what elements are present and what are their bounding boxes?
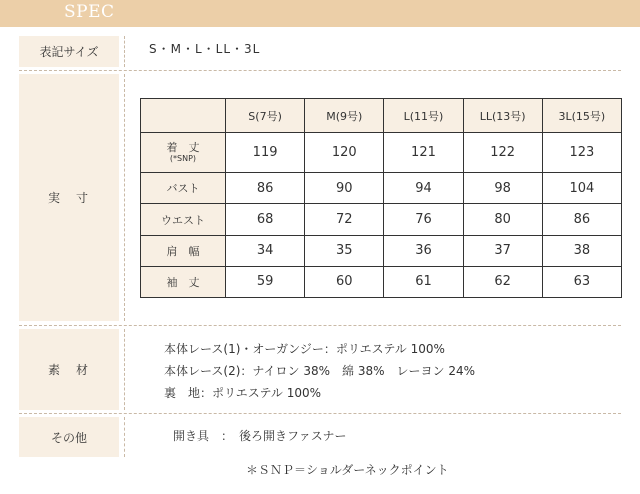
size-value: S・M・L・LL・3L xyxy=(149,42,261,56)
table-cell: 98 xyxy=(463,173,542,204)
table-row xyxy=(141,133,622,173)
divider xyxy=(19,325,621,326)
table-cell: 76 xyxy=(384,204,463,235)
table-header-row xyxy=(141,99,622,133)
table-cell: 90 xyxy=(305,173,384,204)
table-row xyxy=(141,266,622,297)
table-row xyxy=(141,235,622,266)
measurements-label: 実 寸 xyxy=(19,74,119,321)
column-header: M(9号) xyxy=(305,99,384,133)
table-cell: 86 xyxy=(226,173,305,204)
table-cell: 123 xyxy=(542,133,621,173)
row-header: バスト xyxy=(141,173,226,204)
table-cell: 68 xyxy=(226,204,305,235)
material-label: 素 材 xyxy=(19,329,119,410)
table-cell: 35 xyxy=(305,235,384,266)
divider xyxy=(19,413,621,414)
column-header: L(11号) xyxy=(384,99,463,133)
table-cell: 63 xyxy=(542,266,621,297)
table-row xyxy=(141,173,622,204)
table-cell: 94 xyxy=(384,173,463,204)
table-cell: 37 xyxy=(463,235,542,266)
column-divider xyxy=(124,329,125,410)
other-label: その他 xyxy=(19,417,119,457)
table-cell: 62 xyxy=(463,266,542,297)
table-cell: 61 xyxy=(384,266,463,297)
row-header-label: 着 丈 xyxy=(166,141,200,155)
snp-note: ＊ＳＮＰ＝ショルダーネックポイント xyxy=(246,463,449,477)
row-header xyxy=(141,133,226,173)
measurements-table xyxy=(140,98,622,298)
table-cell: 86 xyxy=(542,204,621,235)
column-divider xyxy=(124,36,125,67)
row-header: 肩 幅 xyxy=(141,235,226,266)
column-header: 3L(15号) xyxy=(542,99,621,133)
row-header-note: (*SNP) xyxy=(169,154,197,164)
table-cell: 80 xyxy=(463,204,542,235)
table-cell: 120 xyxy=(305,133,384,173)
spec-header xyxy=(0,0,640,27)
column-header: S(7号) xyxy=(226,99,305,133)
column-header: LL(13号) xyxy=(463,99,542,133)
closure-text: 開き具 ： 後ろ開きファスナー xyxy=(173,429,347,443)
spec-title: SPEC xyxy=(64,2,115,22)
material-line: 裏 地：ポリエステル 100% xyxy=(164,386,322,400)
table-cell: 122 xyxy=(463,133,542,173)
size-label: 表記サイズ xyxy=(19,36,119,67)
table-row xyxy=(141,204,622,235)
material-line: 本体レース(2)：ナイロン 38% 綿 38% レーヨン 24% xyxy=(164,364,476,378)
table-corner-cell xyxy=(141,99,226,133)
table-cell: 34 xyxy=(226,235,305,266)
table-cell: 72 xyxy=(305,204,384,235)
row-header: ウエスト xyxy=(141,204,226,235)
table-cell: 119 xyxy=(226,133,305,173)
material-line: 本体レース(1)・オーガンジー：ポリエステル 100% xyxy=(164,342,445,356)
table-cell: 38 xyxy=(542,235,621,266)
row-header: 袖 丈 xyxy=(141,266,226,297)
table-cell: 60 xyxy=(305,266,384,297)
table-cell: 36 xyxy=(384,235,463,266)
column-divider xyxy=(124,417,125,457)
table-cell: 59 xyxy=(226,266,305,297)
table-cell: 121 xyxy=(384,133,463,173)
table-cell: 104 xyxy=(542,173,621,204)
divider xyxy=(19,70,621,71)
column-divider xyxy=(124,74,125,321)
